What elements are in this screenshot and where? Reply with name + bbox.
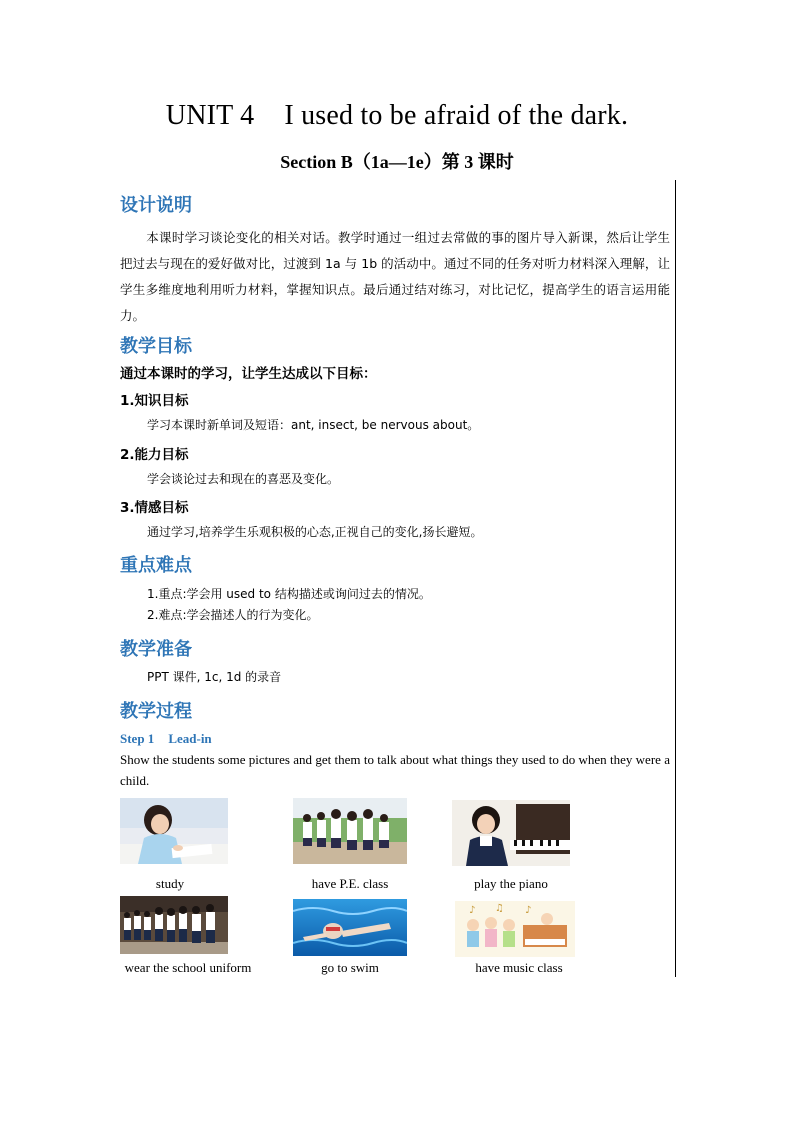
- step-name: Lead-in: [168, 731, 212, 746]
- caption-music-class: have music class: [475, 960, 563, 975]
- caption-study: study: [155, 876, 185, 891]
- key-point-2: 2.难点:学会描述人的行为变化。: [147, 608, 319, 622]
- process-heading: 教学过程: [120, 701, 192, 722]
- caption-swim: go to swim: [321, 960, 379, 975]
- key-point-1: 1.重点:学会用 used to 结构描述或询问过去的情况。: [147, 587, 431, 601]
- title-unit: UNIT 4: [165, 100, 255, 131]
- page-subtitle: Section B（1a—1e）第 3 课时: [280, 152, 514, 172]
- svg-text:♪: ♪: [525, 905, 532, 916]
- preparation-text: PPT 课件, 1c, 1d 的录音: [147, 670, 282, 684]
- school-uniform-photo: [120, 896, 228, 954]
- preparation-heading: 教学准备: [120, 639, 192, 660]
- step-1-title: [120, 731, 212, 747]
- design-note-heading: 设计说明: [120, 195, 192, 216]
- objective-1-text: 学习本课时新单词及短语：ant, insect, be nervous about。: [147, 418, 480, 432]
- pe-class-photo: [293, 798, 407, 864]
- objectives-heading: 教学目标: [120, 336, 192, 357]
- margin-rule: [675, 180, 676, 977]
- girl-piano-photo: [452, 800, 570, 866]
- objective-3-label: 3.情感目标: [120, 500, 189, 516]
- svg-text:♪: ♪: [469, 905, 476, 916]
- objective-1-label: 1.知识目标: [120, 393, 189, 409]
- objective-2-text: 学会谈论过去和现在的喜恶及变化。: [147, 472, 340, 486]
- svg-text:♫: ♫: [495, 903, 504, 914]
- page-title: [0, 100, 794, 132]
- objective-2-label: 2.能力目标: [120, 447, 189, 463]
- music-class-cartoon: [455, 901, 575, 957]
- caption-pe-class: have P.E. class: [311, 876, 389, 891]
- title-text: I used to be afraid of the dark.: [284, 100, 629, 131]
- swimmer-photo: [293, 899, 407, 956]
- objectives-intro: 通过本课时的学习，让学生达成以下目标：: [120, 366, 377, 382]
- key-points-heading: 重点难点: [120, 555, 192, 576]
- design-note-text: 本课时学习谈论变化的相关对话。教学时通过一组过去常做的事的图片导入新课，然后让学生把过去与现在的爱好做对比，过渡到 1a 与 1b 的活动中。通过不同的任务对听力材料深入理解，让学生多维度地利用听力材料，掌握知识点。最后通过结对练习，对比记忆，提高学生的语言运用能力。: [120, 230, 670, 323]
- girl-studying-photo: [120, 798, 228, 864]
- objective-3-text: 通过学习,培养学生乐观积极的心态,正视自己的变化,扬长避短。: [147, 525, 483, 539]
- caption-piano: play the piano: [474, 876, 548, 891]
- design-note-body: [120, 225, 670, 329]
- lead-in-instruction: Show the students some pictures and get them to talk about what things they used to do when they were a child.: [120, 752, 670, 788]
- caption-school-uniform: wear the school uniform: [124, 960, 252, 975]
- step-label: Step 1: [120, 731, 155, 746]
